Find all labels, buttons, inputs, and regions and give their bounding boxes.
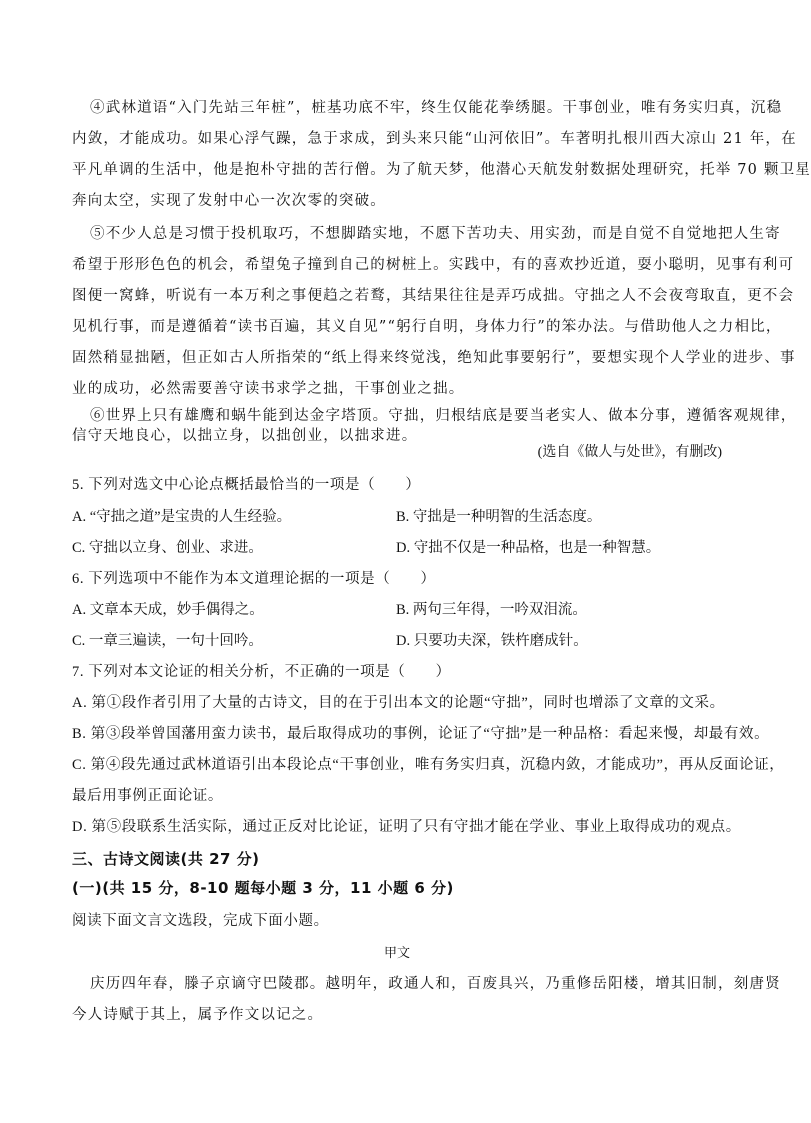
section-subtitle: (一)(共 15 分，8-10 题每小题 3 分，11 小题 6 分)	[72, 879, 454, 897]
passage-p5-line-2: 希望于形形色色的机会，希望兔子撞到自己的树桩上。实践中，有的喜欢抄近道，耍小聪明，见事有利可	[72, 257, 795, 273]
section-title: 三、古诗文阅读(共 27 分)	[72, 850, 260, 868]
q7-option-b: B. 第③段举曾国藩用蛮力读书，最后取得成功的事例，论证了“守拙”是一种品格：看起来慢，却最有效。	[72, 726, 770, 742]
q6-option-d: D. 只要功夫深，铁杵磨成针。	[396, 633, 588, 649]
q7-option-c-line-2: 最后用事例正面论证。	[72, 788, 223, 804]
passage-p6-line-2: 信守天地良心，以拙立身，以拙创业，以拙求进。	[72, 428, 418, 444]
q6-stem: 6. 下列选项中不能作为本文道理论据的一项是（ ）	[72, 571, 436, 587]
passage-p5-line-6: 业的成功，必然需要善守读书求学之拙，干事创业之拙。	[72, 381, 465, 397]
passage-p5-line-1: ⑤不少人总是习惯于投机取巧，不想脚踏实地，不愿下苦功夫、用实劲，而是自觉不自觉地把人生寄	[90, 226, 781, 242]
passage-p6-line-1: ⑥世界上只有雄鹰和蜗牛能到达金字塔顶。守拙，归根结底是要当老实人、做本分事，遵循客观规律，	[90, 408, 797, 424]
q7-option-d: D. 第⑤段联系生活实际，通过正反对比论证，证明了只有守拙才能在学业、事业上取得成功的观点。	[72, 819, 741, 835]
passage-p4-line-2: 内敛，才能成功。如果心浮气躁，急于求成，到头来只能“山河依旧”。车著明扎根川西大凉山 21 年，在	[72, 131, 797, 147]
passage-p5-line-4: 见机行事，而是遵循着“读书百遍，其义自见”“躬行自明，身体力行”的笨办法。与借助他人之力相比，	[72, 319, 782, 335]
q5-stem: 5. 下列对选文中心论点概括最恰当的一项是（ ）	[72, 477, 421, 493]
q6-option-b: B. 两句三年得，一吟双泪流。	[396, 602, 587, 618]
passage-p4-line-4: 奔向太空，实现了发射中心一次次零的突破。	[72, 193, 386, 209]
q5-option-b: B. 守拙是一种明智的生活态度。	[396, 509, 602, 525]
passage-p4-line-3: 平凡单调的生活中，他是抱朴守拙的苦行僧。为了航天梦，他潜心天航发射数据处理研究，托举 70 颗卫星	[72, 162, 811, 178]
q6-option-a: A. 文章本天成，妙手偶得之。	[72, 602, 264, 618]
passage-p4-line-1: ④武林道语“入门先站三年桩”，桩基功底不牢，终生仅能花拳绣腿。干事创业，唯有务实归真，沉稳	[90, 100, 783, 116]
q7-stem: 7. 下列对本文论证的相关分析，不正确的一项是（ ）	[72, 664, 451, 680]
jia-text-line-1: 庆历四年春，滕子京谪守巴陵郡。越明年，政通人和，百废具兴，乃重修岳阳楼，增其旧制，刻唐贤	[90, 976, 781, 992]
passage-p5-line-3: 图便一窝蜂，听说有一本万利之事便趋之若鹜，其结果往往是弄巧成拙。守拙之人不会夜弯取直，更不会	[72, 288, 795, 304]
q6-option-c: C. 一章三遍读，一句十回吟。	[72, 633, 263, 649]
reading-instruction: 阅读下面文言文选段，完成下面小题。	[72, 913, 329, 929]
q7-option-a: A. 第①段作者引用了大量的古诗文，目的在于引出本文的论题“守拙”，同时也增添了文章的文采。	[72, 695, 725, 711]
jia-text-line-2: 今人诗赋于其上，属予作文以记之。	[72, 1007, 324, 1023]
passage-p5-line-5: 固然稍显拙陋，但正如古人所指荣的“纸上得来终觉浅，绝知此事要躬行”，要想实现个人学业的进步、事	[72, 350, 796, 366]
q7-option-c-line-1: C. 第④段先通过武林道语引出本段论点“干事创业，唯有务实归真，沉稳内敛，才能成功”，再从反面论证，	[72, 757, 785, 773]
passage-source: (选自《做人与处世》，有删改)	[537, 445, 722, 460]
jia-text-title: 甲文	[383, 946, 410, 961]
q5-option-c: C. 守拙以立身、创业、求进。	[72, 540, 263, 556]
q5-option-a: A. “守拙之道”是宝贵的人生经验。	[72, 509, 292, 525]
q5-option-d: D. 守拙不仅是一种品格，也是一种智慧。	[396, 540, 661, 556]
